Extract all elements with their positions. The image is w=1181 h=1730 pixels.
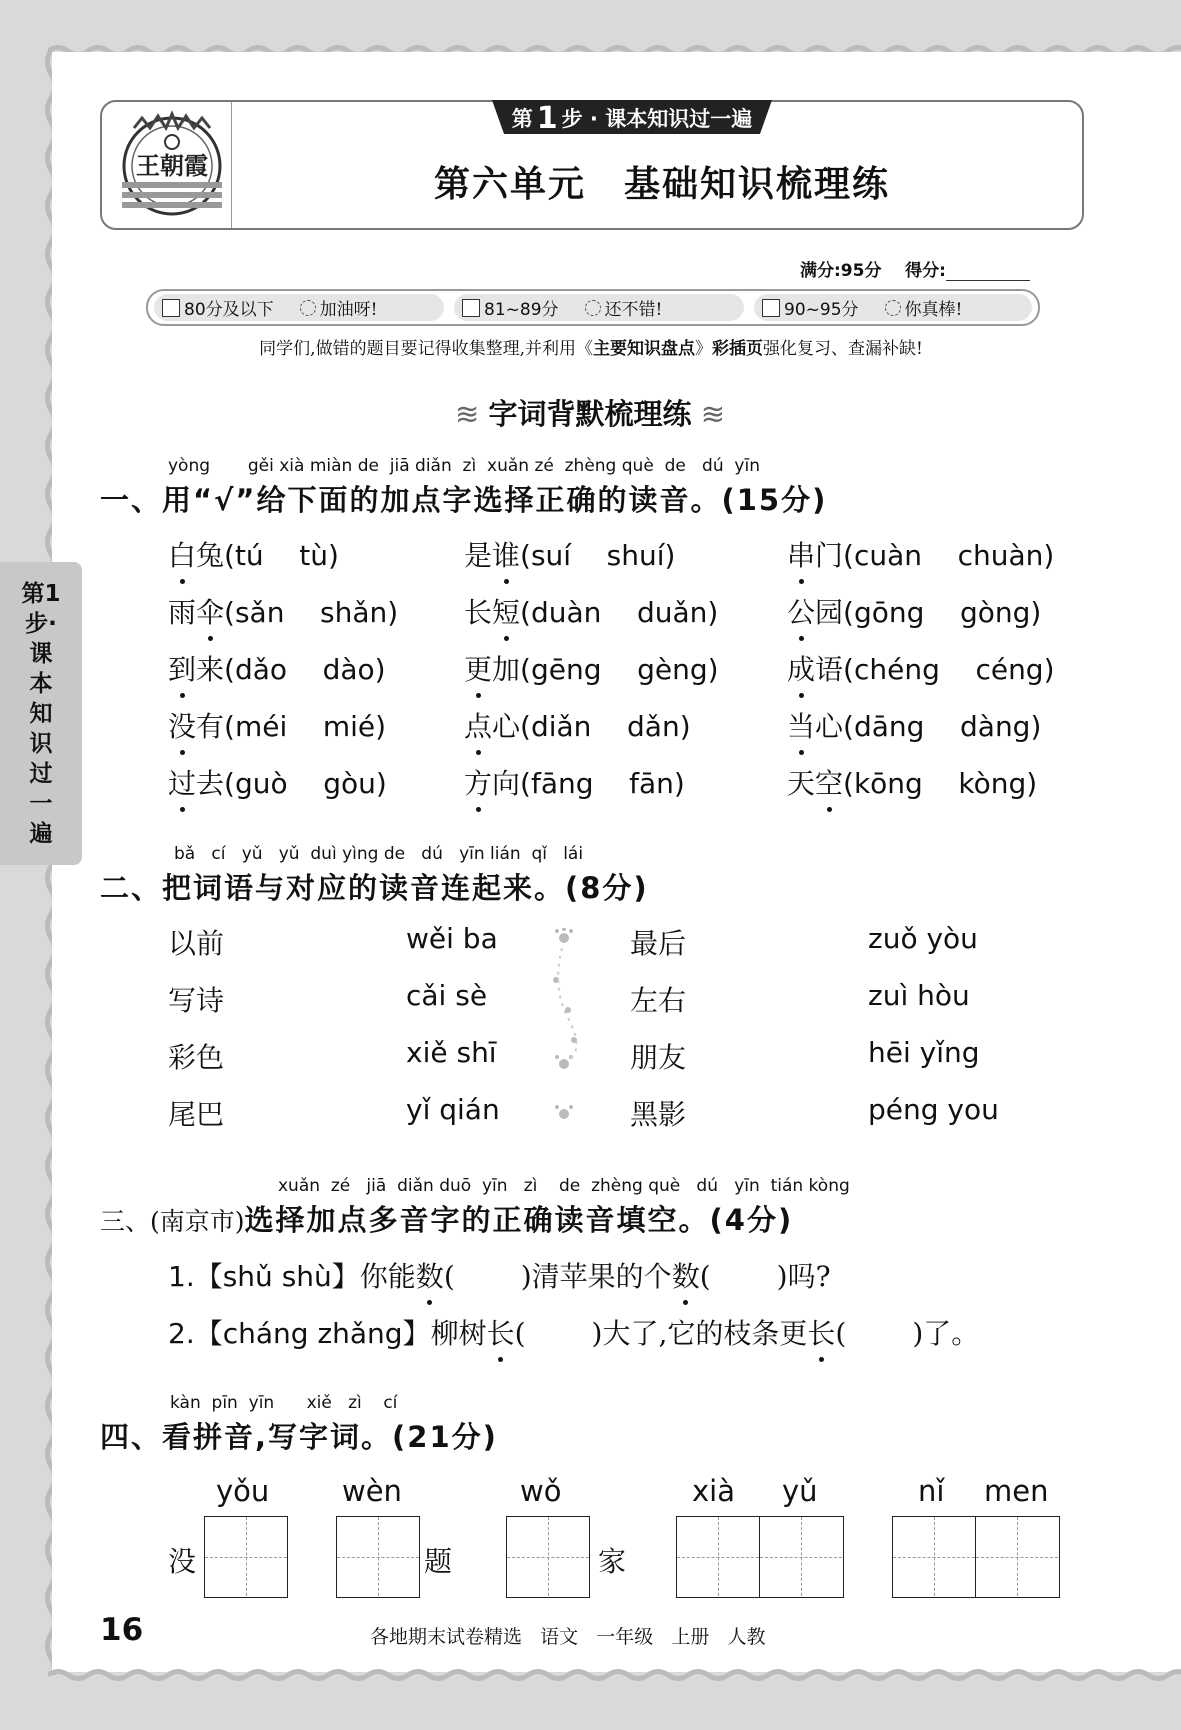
- rating-range: 90~95分: [784, 300, 859, 320]
- q3-text: (: [699, 1260, 711, 1293]
- step-number: 1: [536, 100, 558, 136]
- q4-given-char: 题: [424, 1545, 453, 1578]
- page-edge-bottom: [48, 1668, 1181, 1682]
- smiley-icon: [885, 300, 901, 316]
- writing-grid[interactable]: [336, 1516, 420, 1598]
- rating-option-mid: [454, 294, 744, 321]
- rating-message: 你真棒!: [904, 300, 963, 320]
- q1-char: 门: [815, 539, 844, 572]
- q2-right-word[interactable]: 黑影: [630, 1098, 687, 1131]
- rating-option-high: [754, 294, 1032, 321]
- side-tab-label: 第1步·课本知识过一遍: [21, 580, 61, 847]
- q3-text: 你能: [359, 1260, 416, 1293]
- q3-dotted-char: 数: [672, 1255, 700, 1295]
- q1-pinyin-options[interactable]: (méi mié): [224, 710, 387, 743]
- step-prefix: 第: [511, 107, 533, 131]
- smiley-icon: [300, 300, 316, 316]
- note-text: 》: [694, 339, 712, 359]
- q1-char: 心: [492, 710, 521, 743]
- q1-char: 园: [815, 596, 844, 629]
- q4-pinyin-word: yǔ: [782, 1474, 818, 1508]
- q1-pinyin-options[interactable]: (gōng gòng): [843, 596, 1042, 629]
- q4-pinyin-word: nǐ: [918, 1474, 945, 1508]
- smiley-icon: [585, 300, 601, 316]
- note-bold: 主要知识盘点: [592, 339, 695, 359]
- q1-char: 没: [168, 705, 196, 745]
- book-footer: 各地期末试卷精选 语文 一年级 上册 人教: [370, 1626, 766, 1648]
- q1-item: [464, 648, 719, 688]
- q1-item: [787, 534, 1054, 574]
- q3-options: 【cháng zhǎng】: [194, 1317, 431, 1350]
- note-text: 同学们,做错的题目要记得收集整理,并利用《: [259, 339, 593, 359]
- q1-item: [464, 534, 675, 574]
- q3-text: )了。: [912, 1317, 980, 1350]
- q1-pinyin-options[interactable]: (dǎo dào): [224, 653, 386, 686]
- q3-title: 选择加点多音字的正确读音填空。(4分): [244, 1203, 794, 1237]
- q1-char: 是: [464, 539, 493, 572]
- writing-grid-double[interactable]: [676, 1516, 844, 1598]
- note-bold: 彩插页: [711, 339, 763, 359]
- q3-dotted-char: 长: [807, 1312, 835, 1352]
- q4-given-char: 家: [598, 1545, 627, 1578]
- q4-pinyin-word: yǒu: [216, 1474, 270, 1508]
- q1-item: [168, 534, 339, 574]
- side-step-tab: [0, 562, 82, 865]
- q1-char: 到: [168, 648, 196, 688]
- q1-pinyin-options[interactable]: (fāng fān): [520, 767, 685, 800]
- q4-pinyin: kàn pīn yīn xiě zì cí: [170, 1393, 398, 1413]
- q1-item: [787, 762, 1037, 802]
- unit-header: [100, 100, 1084, 230]
- writing-grid[interactable]: [506, 1516, 590, 1598]
- logo-divider: [231, 102, 232, 228]
- q2-left-pinyin[interactable]: wěi ba: [406, 922, 498, 955]
- q1-item: [168, 762, 387, 802]
- q1-pinyin-options[interactable]: (cuàn chuàn): [843, 539, 1055, 572]
- q2-left-word[interactable]: 写诗: [168, 984, 225, 1017]
- q2-pinyin: bǎ cí yǔ yǔ duì yìng de dú yīn lián qǐ lái: [174, 844, 584, 864]
- q1-char: 语: [815, 653, 844, 686]
- checkbox-icon[interactable]: [462, 299, 480, 317]
- q1-char: 心: [815, 710, 844, 743]
- q1-pinyin-options[interactable]: (diǎn dǎn): [520, 710, 691, 743]
- q4-pinyin-word: wǒ: [520, 1474, 562, 1508]
- wave-icon: ≋: [454, 397, 489, 431]
- checkbox-icon[interactable]: [162, 299, 180, 317]
- brand-seal-logo: [116, 108, 228, 220]
- rating-message: 加油呀!: [319, 300, 378, 320]
- q2-left-pinyin[interactable]: cǎi sè: [406, 979, 488, 1012]
- q1-pinyin-options[interactable]: (sǎn shǎn): [224, 596, 399, 629]
- q3-options: 【shǔ shù】: [194, 1260, 360, 1293]
- q1-title: 一、用“√”给下面的加点字选择正确的读音。(15分): [100, 483, 828, 517]
- q1-pinyin-options[interactable]: (kōng kòng): [843, 767, 1038, 800]
- score-obtained-label: 得分:: [905, 261, 946, 281]
- q4-pinyin-word: wèn: [342, 1474, 402, 1508]
- q1-char: 天: [787, 767, 816, 800]
- score-input-line[interactable]: [946, 262, 1030, 281]
- q3-num: 2.: [168, 1317, 195, 1350]
- q1-pinyin-options[interactable]: (gēng gèng): [520, 653, 719, 686]
- q2-left-word[interactable]: 以前: [168, 927, 225, 960]
- q1-char: 有: [196, 710, 225, 743]
- q2-right-pinyin[interactable]: hēi yǐng: [868, 1036, 980, 1069]
- q1-char: 公: [787, 591, 815, 631]
- q2-right-word[interactable]: 左右: [630, 984, 687, 1017]
- q1-char: 向: [492, 767, 521, 800]
- q1-char: 加: [492, 653, 521, 686]
- q1-char: 方: [464, 762, 492, 802]
- q1-char: 空: [815, 762, 843, 802]
- q3-sentence-1: [168, 1255, 831, 1295]
- q3-prefix: 三、(南京市): [100, 1207, 245, 1236]
- svg-text:王朝霞: 王朝霞: [136, 151, 208, 180]
- q2-right-word[interactable]: 最后: [630, 927, 687, 960]
- step-label: 步 · 课本知识过一遍: [561, 107, 753, 131]
- full-score-label: 满分:95分: [800, 261, 882, 281]
- q2-right-word[interactable]: 朋友: [630, 1041, 687, 1074]
- q2-title: 二、把词语与对应的读音连起来。(8分): [100, 871, 649, 905]
- q3-sentence-2: [168, 1312, 979, 1352]
- q3-text: 柳树: [430, 1317, 487, 1350]
- q1-item: [464, 591, 718, 631]
- q3-text: (: [443, 1260, 455, 1293]
- wave-icon: ≋: [691, 397, 726, 431]
- q1-item: [168, 591, 398, 631]
- q2-left-pinyin[interactable]: yǐ qián: [406, 1093, 500, 1126]
- q1-char: 成: [787, 648, 815, 688]
- encourage-note: [116, 334, 1066, 359]
- q1-char: 短: [492, 591, 520, 631]
- q3-text: )清苹果的个: [520, 1260, 672, 1293]
- q3-dotted-char: 长: [487, 1312, 515, 1352]
- q4-title: 四、看拼音,写字词。(21分): [100, 1420, 498, 1454]
- q1-item: [787, 705, 1041, 745]
- q4-given-char: 没: [168, 1545, 197, 1578]
- checkbox-icon[interactable]: [762, 299, 780, 317]
- q1-pinyin-options[interactable]: (suí shuí): [520, 539, 676, 572]
- score-line: [800, 256, 1030, 281]
- q2-left-word[interactable]: 尾巴: [168, 1098, 225, 1131]
- q4-pinyin-word: men: [984, 1474, 1049, 1508]
- writing-grid-double[interactable]: [892, 1516, 1060, 1598]
- q1-char: 串: [787, 534, 815, 574]
- q1-char: 雨: [168, 596, 197, 629]
- rating-option-low: [154, 294, 444, 321]
- q1-char: 兔: [196, 539, 225, 572]
- q3-pinyin: xuǎn zé jiā diǎn duō yīn zì de zhèng què dú yīn tián kòng: [278, 1176, 850, 1196]
- rating-range: 80分及以下: [184, 300, 274, 320]
- q1-pinyin-options[interactable]: (chéng céng): [843, 653, 1055, 686]
- q2-right-pinyin[interactable]: péng you: [868, 1093, 999, 1126]
- q1-item: [464, 762, 685, 802]
- score-rating-band: [146, 289, 1040, 326]
- q1-char: 当: [787, 705, 815, 745]
- unit-title: 第六单元 基础知识梳理练: [433, 164, 890, 205]
- section-title: [430, 392, 750, 433]
- q1-item: [464, 705, 691, 745]
- q1-pinyin-options[interactable]: (duàn duǎn): [520, 596, 719, 629]
- q1-char: 白: [168, 534, 196, 574]
- note-text: 强化复习、查漏补缺!: [762, 339, 923, 359]
- q3-num: 1.: [168, 1260, 195, 1293]
- q1-pinyin-options[interactable]: (dāng dàng): [843, 710, 1042, 743]
- q1-item: [787, 648, 1055, 688]
- q3-text: (: [835, 1317, 847, 1350]
- q1-char: 谁: [492, 534, 520, 574]
- rating-message: 还不错!: [604, 300, 663, 320]
- rating-range: 81~89分: [484, 300, 559, 320]
- q1-char: 伞: [196, 591, 224, 631]
- writing-grid[interactable]: [204, 1516, 288, 1598]
- q1-item: [168, 648, 386, 688]
- q3-text: )吗?: [776, 1260, 831, 1293]
- step-badge: [482, 100, 782, 136]
- q1-pinyin: yòng gěi xià miàn de jiā diǎn zì xuǎn zé zhèng què de dú yīn: [168, 456, 760, 476]
- q3-dotted-char: 数: [416, 1255, 444, 1295]
- q1-char: 更: [464, 648, 492, 688]
- q1-item: [787, 591, 1041, 631]
- q1-char: 点: [464, 705, 492, 745]
- q2-left-pinyin[interactable]: xiě shī: [406, 1036, 497, 1069]
- page-number: 16: [100, 1612, 144, 1648]
- q2-right-pinyin[interactable]: zuì hòu: [868, 979, 970, 1012]
- q1-item: [168, 705, 386, 745]
- section-title-text: 字词背默梳理练: [488, 397, 692, 431]
- q1-char: 来: [196, 653, 225, 686]
- paw-print-trail-icon: [540, 928, 590, 1128]
- q2-left-word[interactable]: 彩色: [168, 1041, 225, 1074]
- q1-char: 去: [196, 767, 225, 800]
- q1-pinyin-options[interactable]: (guò gòu): [224, 767, 387, 800]
- q1-char: 过: [168, 762, 196, 802]
- q1-char: 长: [464, 596, 493, 629]
- q3-text: )大了,它的枝条更: [591, 1317, 808, 1350]
- q1-pinyin-options[interactable]: (tú tù): [224, 539, 339, 572]
- q3-text: (: [514, 1317, 526, 1350]
- q2-right-pinyin[interactable]: zuǒ yòu: [868, 922, 978, 955]
- q4-pinyin-word: xià: [692, 1474, 735, 1508]
